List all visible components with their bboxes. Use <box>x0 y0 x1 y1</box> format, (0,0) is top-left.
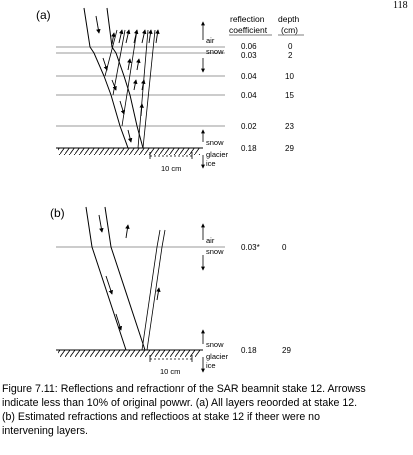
beam-edge-right <box>107 8 143 148</box>
panel-a-label: (a) <box>36 8 51 22</box>
reflected-arrow <box>149 30 151 43</box>
beam-edge-left <box>84 8 128 148</box>
reflected-ray <box>142 230 160 350</box>
panel-b-snow-label: snow <box>206 247 224 256</box>
reflection-value: 0.03* <box>241 243 260 252</box>
incident-arrow <box>96 16 99 33</box>
panel-a-scale-label: 10 cm <box>161 164 182 173</box>
reflected-ray-ice <box>143 30 155 148</box>
depth-value: 2 <box>288 51 293 60</box>
reflected-ray-ice <box>138 30 148 148</box>
panel-a-snow-bottom-label: snow <box>206 138 224 147</box>
reflected-arrow <box>134 80 136 90</box>
panel-a-data-table <box>241 42 294 153</box>
figure-caption <box>2 382 413 438</box>
reflection-value: 0.06 <box>241 42 257 51</box>
reflection-value: 0.18 <box>241 144 257 153</box>
caption-line: intervening layers. <box>2 425 88 437</box>
depth-value: 0 <box>288 42 293 51</box>
reflected-arrow <box>119 30 122 43</box>
reflected-arrow <box>128 59 130 70</box>
panel-b-incident-arrows <box>99 215 121 330</box>
caption-line: Figure 7.11: Reflections and refractionr of the SAR beamnit stake 12. Arrowss <box>2 383 366 395</box>
panel-a-ice-label: ice <box>206 159 216 168</box>
beam-edge-right <box>105 207 145 350</box>
panel-b-reflected-rays <box>142 230 165 350</box>
panel-b-reflected-arrows <box>126 225 159 300</box>
panel-b-scale-label: 10 cm <box>160 367 181 376</box>
reflection-value: 0.18 <box>241 346 257 355</box>
panel-a-incident-beam <box>84 8 143 148</box>
depth-header-1: depth <box>278 14 300 24</box>
reflected-arrow <box>126 225 128 238</box>
panel-a-ice-hatching <box>58 148 200 155</box>
reflected-arrow <box>126 30 129 43</box>
panel-a-snow-label: snow <box>206 47 224 56</box>
beam-edge-left <box>86 207 126 350</box>
caption-line: indicate less than 10% of original powwr. (a) All layers reoorded at stake 12. <box>2 397 358 409</box>
reflected-ray <box>147 230 165 350</box>
depth-value: 10 <box>285 72 294 81</box>
reflected-arrow <box>156 30 158 43</box>
depth-header-2: (cm) <box>281 25 298 35</box>
reflection-value: 0.04 <box>241 91 257 100</box>
panel-a-reflected-rays <box>105 30 155 148</box>
reflection-header-2: coefficient <box>229 25 268 35</box>
depth-value: 29 <box>285 144 294 153</box>
page-number: 118 <box>393 0 408 11</box>
reflected-arrow <box>141 104 142 116</box>
panel-b-data-table <box>241 243 291 355</box>
panel-a-air-label: air <box>206 36 215 45</box>
panel-b-incident-beam <box>86 207 145 350</box>
depth-value: 23 <box>285 122 294 131</box>
caption-line: (b) Estimated refractions and reflectioos at stake 12 if theer were no <box>2 411 320 423</box>
incident-arrow <box>120 101 124 114</box>
panel-b-glacier-label: glacier <box>206 352 229 361</box>
depth-value: 0 <box>282 243 287 252</box>
reflected-arrow <box>157 288 159 300</box>
reflection-value: 0.03 <box>241 51 257 60</box>
panel-a-glacier-label: glacier <box>206 150 229 159</box>
depth-value: 15 <box>285 91 294 100</box>
panel-b-snow-bottom-label: snow <box>206 340 224 349</box>
reflection-header-1: reflection <box>230 14 265 24</box>
reflection-value: 0.02 <box>241 122 257 131</box>
incident-arrow <box>103 58 107 70</box>
depth-value: 29 <box>282 346 291 355</box>
panel-b-air-label: air <box>206 236 215 245</box>
panel-b-label: (b) <box>50 206 65 220</box>
panel-b-ice-label: ice <box>206 361 216 370</box>
reflection-value: 0.04 <box>241 72 257 81</box>
panel-b-ice-hatching <box>58 350 200 357</box>
reflected-arrow <box>142 30 145 43</box>
incident-arrow <box>99 215 102 232</box>
incident-arrow <box>128 130 131 142</box>
reflected-arrow <box>137 59 139 70</box>
